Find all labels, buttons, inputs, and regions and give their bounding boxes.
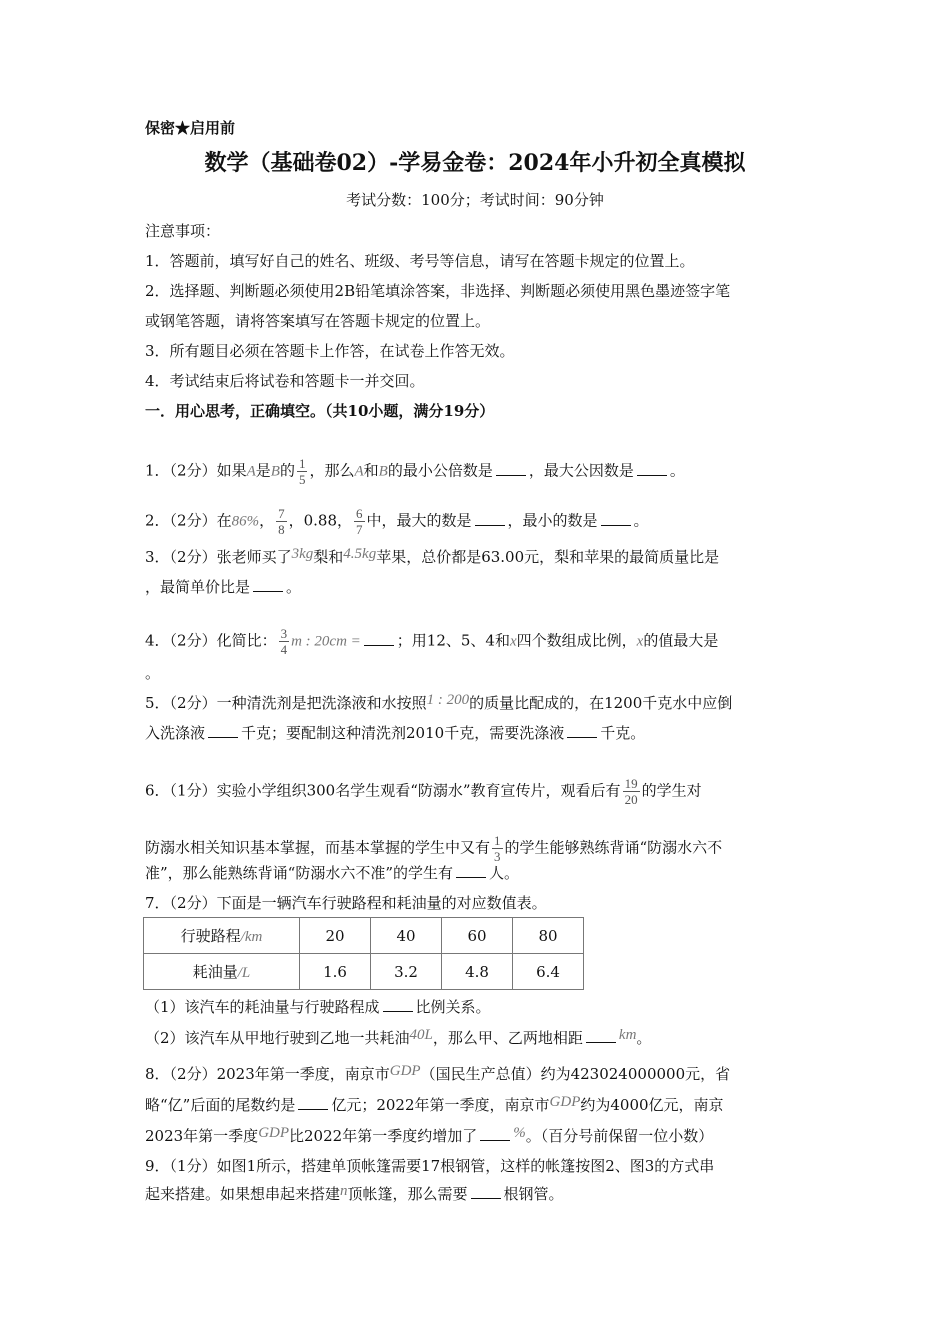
answer-blank-proportion bbox=[383, 999, 413, 1012]
fraction-19-20: $\frac{19}{20}$ bbox=[624, 776, 638, 807]
question-7-sub-2: （2）该汽车从甲地行驶到乙地一共耗油40L，那么甲、乙两地相距 km。 bbox=[145, 1027, 652, 1047]
fuel-data-table bbox=[143, 917, 584, 990]
answer-blank-detergent-1 bbox=[208, 725, 238, 738]
table-row-label: 行驶路程/km bbox=[144, 918, 300, 954]
question-4-line-2: 。 bbox=[145, 664, 161, 682]
question-9-line-1: 9．（1分）如图1所示，搭建单顶帐篷需要17根钢管，这样的帐篷按图2、图3的方式串 bbox=[145, 1157, 715, 1175]
note-item-2-cont: 或钢笔答题，请将答案填写在答题卡规定的位置上。 bbox=[145, 312, 491, 330]
question-6-line-1: 6．（1分）实验小学组织300名学生观看“防溺水”教育宣传片，观看后有 $\frac{19}{20}$ 的学生对 bbox=[145, 776, 702, 807]
note-item-3: 3．所有题目必须在答题卡上作答，在试卷上作答无效。 bbox=[145, 342, 515, 360]
question-1: 1．（2分）如果A是B的 $\frac{1}{5}$ ，那么A和B的最小公倍数是 ，最大公因数是 。 bbox=[145, 456, 685, 487]
question-5-line-1: 5．（2分）一种清洗剂是把洗涤液和水按照1 : 200的质量比配成的，在1200千克水中应倒 bbox=[145, 692, 733, 712]
answer-blank-detergent-2 bbox=[567, 725, 597, 738]
table-cell: 80 bbox=[513, 918, 584, 954]
question-4: 4．（2分）化简比： $\frac{3}{4}$ m : 20cm = ；用12、5、4和x四个数组成比例，x的值最大是 bbox=[145, 626, 719, 657]
fraction-1-3: $\frac{1}{3}$ bbox=[494, 833, 501, 864]
answer-blank-pipes bbox=[471, 1186, 501, 1199]
table-cell: 40 bbox=[371, 918, 442, 954]
question-7-intro: 7．（2分）下面是一辆汽车行驶路程和耗油量的对应数值表。 bbox=[145, 894, 547, 912]
table-row-fuel bbox=[144, 954, 584, 990]
answer-blank-percent bbox=[480, 1128, 510, 1141]
answer-blank-students bbox=[456, 865, 486, 878]
question-8-line-2: 略“亿”后面的尾数约是 亿元；2022年第一季度，南京市GDP约为4000亿元，南京 bbox=[145, 1094, 724, 1114]
table-cell: 20 bbox=[300, 918, 371, 954]
answer-blank-gcd bbox=[637, 463, 667, 476]
fraction-6-7: $\frac{6}{7}$ bbox=[356, 506, 363, 537]
question-3-line-2: ，最简单价比是 。 bbox=[145, 578, 302, 596]
fraction-7-8: $\frac{7}{8}$ bbox=[278, 506, 285, 537]
note-item-1: 1．答题前，填写好自己的姓名、班级、考号等信息，请写在答题卡规定的位置上。 bbox=[145, 252, 695, 270]
table-row-distance bbox=[144, 918, 584, 954]
table-cell: 6.4 bbox=[513, 954, 584, 990]
question-8-line-3: 2023年第一季度GDP比2022年第一季度约增加了 %。（百分号前保留一位小数） bbox=[145, 1125, 714, 1145]
question-9-line-2: 起来搭建。如果想串起来搭建n顶帐篷，那么需要 根钢管。 bbox=[145, 1183, 564, 1203]
answer-blank-distance bbox=[586, 1030, 616, 1043]
answer-blank-price-ratio bbox=[253, 579, 283, 592]
table-cell: 4.8 bbox=[442, 954, 513, 990]
answer-blank-lcm bbox=[496, 463, 526, 476]
question-8-line-1: 8．（2分）2023年第一季度，南京市GDP（国民生产总值）约为423024000000元，省 bbox=[145, 1063, 731, 1083]
table-cell: 60 bbox=[442, 918, 513, 954]
note-item-4: 4．考试结束后将试卷和答题卡一并交回。 bbox=[145, 372, 425, 390]
question-6-line-2: 防溺水相关知识基本掌握，而基本掌握的学生中又有 $\frac{1}{3}$ 的学生能够熟练背诵“防溺水六不 bbox=[145, 833, 723, 864]
fraction-3-4: $\frac{3}{4}$ bbox=[280, 626, 288, 657]
page-title: 数学（基础卷02）-学易金卷：2024年小升初全真模拟 bbox=[204, 150, 746, 176]
note-item-2: 2．选择题、判断题必须使用2B铅笔填涂答案，非选择、判断题必须使用黑色墨迹签字笔 bbox=[145, 282, 731, 300]
confidential-label: 保密★启用前 bbox=[145, 119, 236, 137]
question-5-line-2: 入洗涤液 千克；要配制这种清洗剂2010千克，需要洗涤液 千克。 bbox=[145, 724, 646, 742]
notes-heading: 注意事项： bbox=[145, 222, 221, 240]
answer-blank-approx bbox=[298, 1097, 328, 1110]
answer-blank-max bbox=[475, 513, 505, 526]
section-heading: 一．用心思考，正确填空。（共10小题，满分19分） bbox=[145, 402, 495, 420]
exam-info: 考试分数：100分；考试时间：90分钟 bbox=[346, 191, 604, 209]
table-row-label: 耗油量/L bbox=[144, 954, 300, 990]
question-7-sub-1: （1）该汽车的耗油量与行驶路程成 比例关系。 bbox=[145, 998, 491, 1016]
fraction-1-5: $\frac{1}{5}$ bbox=[298, 456, 306, 487]
answer-blank-min bbox=[601, 513, 631, 526]
question-3-line-1: 3．（2分）张老师买了3kg梨和4.5kg苹果，总价都是63.00元，梨和苹果的最简质量比是 bbox=[145, 546, 720, 566]
question-2: 2．（2分）在86%， $\frac{7}{8}$ ，0.88， $\frac{6}{7}$ 中，最大的数是 ，最小的数是 。 bbox=[145, 506, 649, 537]
table-cell: 3.2 bbox=[371, 954, 442, 990]
answer-blank-ratio bbox=[364, 633, 394, 646]
question-6-line-3: 准”，那么能熟练背诵“防溺水六不准”的学生有 人。 bbox=[145, 864, 520, 882]
table-cell: 1.6 bbox=[300, 954, 371, 990]
